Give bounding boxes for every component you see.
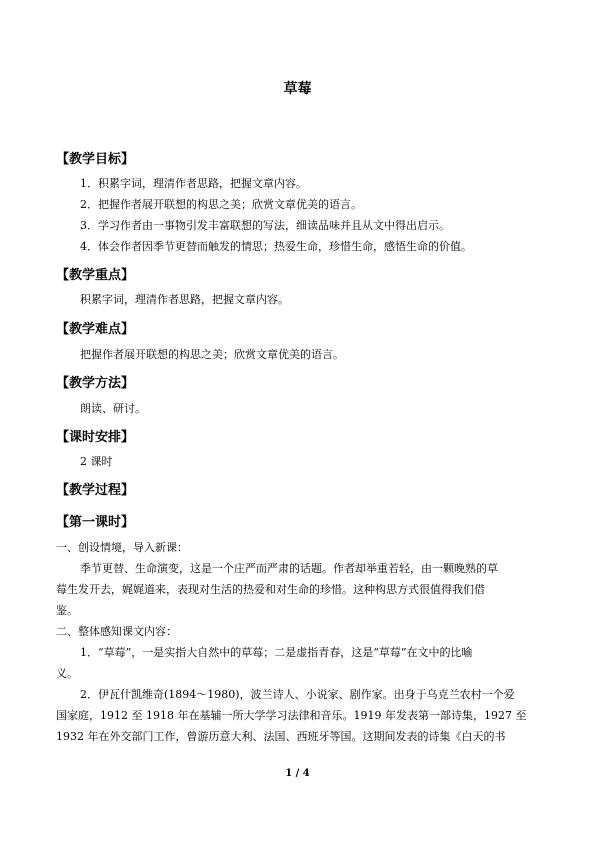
- goal-item-4: 4．体会作者因季节更替而触发的情思；热爱生命，珍惜生命，感悟生命的价值。: [80, 240, 472, 253]
- section-heading-difficulty: 【教学难点】: [56, 322, 135, 337]
- part1-heading: 一、创设情境，导入新课：: [56, 541, 188, 554]
- part2-item1-line-2: 义。: [56, 667, 78, 680]
- goal-item-1: 1．积累字词，理清作者思路，把握文章内容。: [80, 177, 307, 190]
- part2-item2-line-2: 国家庭，1912 至 1918 年在基辅一所大学学习法律和音乐。1919 年发表第一部诗集，1927 至: [56, 709, 527, 722]
- section-heading-process: 【教学过程】: [56, 483, 135, 498]
- section-heading-lesson1: 【第一课时】: [56, 515, 135, 530]
- method-text: 朗读、研讨。: [80, 402, 146, 415]
- page-number: 1 / 4: [285, 768, 310, 779]
- part1-line-2: 莓生发开去，娓娓道来，表现对生活的热爱和对生命的珍惜。这种构思方式很值得我们借: [56, 583, 485, 596]
- section-heading-goals: 【教学目标】: [56, 152, 135, 167]
- section-heading-key: 【教学重点】: [56, 268, 135, 283]
- difficulty-text: 把握作者展开联想的构思之美；欣赏文章优美的语言。: [80, 348, 344, 361]
- section-heading-schedule: 【课时安排】: [56, 430, 135, 445]
- goal-item-3: 3．学习作者由一事物引发丰富联想的写法，细读品味并且从文中得出启示。: [80, 219, 450, 232]
- part2-heading: 二、整体感知课文内容：: [56, 625, 177, 638]
- section-heading-method: 【教学方法】: [56, 376, 135, 391]
- part1-line-1: 季节更替、生命演变，这是一个庄严而严肃的话题。作者却举重若轻，由一颗晚熟的草: [80, 562, 498, 575]
- document-title: 草莓: [283, 81, 312, 97]
- part1-line-3: 鉴。: [56, 604, 78, 617]
- schedule-text: 2 课时: [80, 455, 113, 468]
- goal-item-2: 2．把握作者展开联想的构思之美；欣赏文章优美的语言。: [80, 198, 362, 211]
- part2-item2-line-1: 2．伊瓦什凯维奇(1894～1980)，波兰诗人、小说家、剧作家。出身于乌克兰农村一个爱: [80, 688, 515, 701]
- part2-item1-line-1: 1．“草莓”，一是实指大自然中的草莓；二是虚指青春，这是“草莓”在文中的比喻: [80, 646, 473, 659]
- part2-item2-line-3: 1932 年在外交部门工作，曾游历意大利、法国、西班牙等国。这期间发表的诗集《白天的书: [56, 730, 506, 743]
- key-text: 积累字词，理清作者思路，把握文章内容。: [80, 293, 289, 306]
